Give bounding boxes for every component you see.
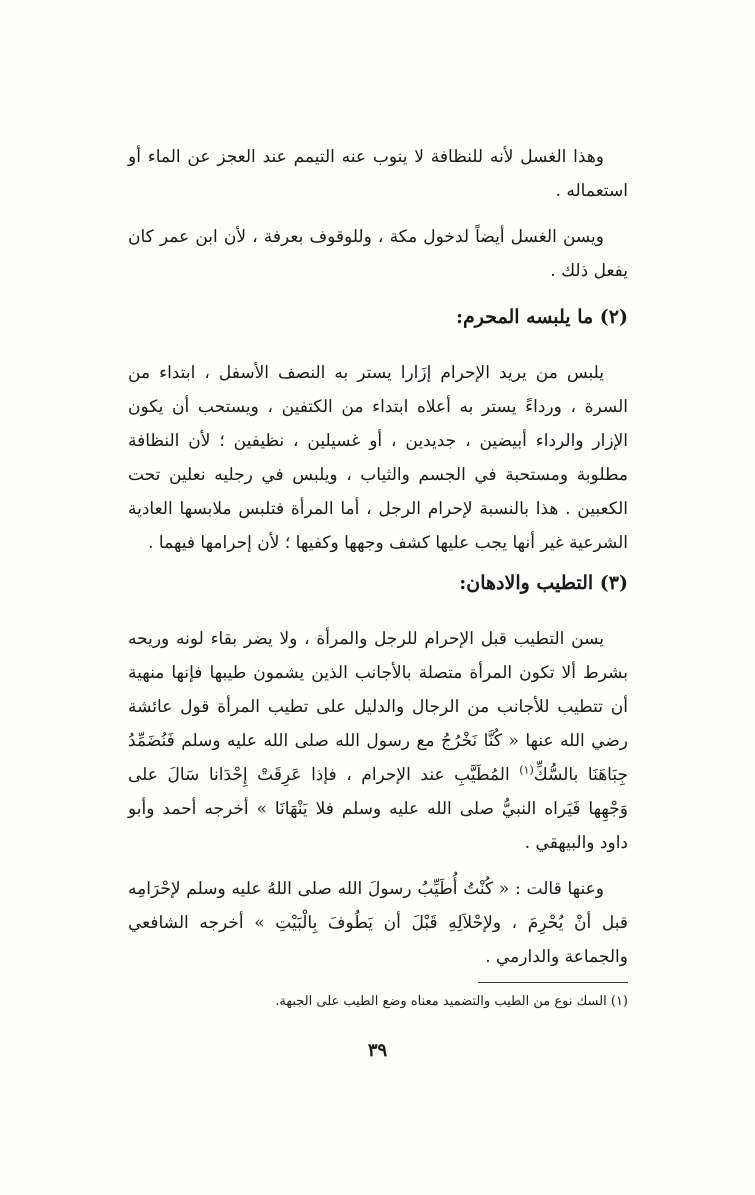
paragraph-perfume-text-b: المُطَيَّبِ عند الإحرام ، فإذا عَرِقَتْ إِحْدَانا سَالَ على وَجْهِها فَيَراه النبيُّ صلى الله عليه وسلم فلا يَنْهَانَا » أخرجه أحمد وأبو داود والبيهقي .: [128, 765, 628, 853]
footnote-text: (١) السك نوع من الطيب والتضميد معناه وضع الطيب على الجبهة.: [275, 994, 628, 1009]
paragraph-ghusl-cleanliness: وهذا الغسل لأنه للنظافة لا ينوب عنه التيمم عند العجز عن الماء أو استعماله .: [128, 147, 628, 201]
page-number: ٣٩: [367, 1040, 388, 1061]
paragraph-ghusl-makkah: ويسن الغسل أيضاً لدخول مكة ، وللوقوف بعرفة ، لأن ابن عمر كان يفعل ذلك .: [128, 227, 628, 281]
paragraph-aisha-hadith: وعنها قالت : « كُنْتُ أُطَيِّبُ رسولَ الله صلى اللهُ عليه وسلم لإحْرَامِه قبل أنْ يُحْرِمَ ، ولإحْلاَلِهِ قَبْلَ أن يَطُوفَ بِالْبَيْتِ » أخرجه الشافعي والجماعة والدارمي .: [128, 879, 628, 967]
heading-muhrim-clothing: (٢) ما يلبسه المحرم:: [455, 306, 628, 328]
paragraph-perfume-rule: [128, 622, 628, 860]
heading-perfume: (٣) التطيب والادهان:: [459, 572, 628, 594]
footnote-divider: [478, 982, 628, 983]
paragraph-ihram-clothing: يلبس من يريد الإحرام إزَارا يستر به النصف الأسفل ، ابتداء من السرة ، ورداءً يستر به أعلاه ابتداء من الكتفين ، ويستحب أن يكون الإزار والرداء أبيضين ، جديدين ، أو غسيلين ، نظيفين ؛ لأن النظافة مطلوبة ومستحبة في الجسم والثياب ، ويلبس في رجليه نعلين تحت الكعبين . هذا بالنسبة لإحرام الرجل ، أما المرأة فتلبس ملابسها العادية الشرعية غير أنها يجب عليها كشف وجهها وكفيها ؛ لأن إحرامها فيهما .: [128, 363, 628, 553]
paragraph-perfume-text-a: يسن التطيب قبل الإحرام للرجل والمرأة ، ولا يضر بقاء لونه وريحه بشرط ألا تكون المرأة متصلة بالأجانب الذين يشمون طيبها فإنها منهية أن تتطيب للأجانب من الرجال والدليل على تطيب المرأة قول عائشة رضي الله عنها « كُنَّا نَخْرُجُ مع رسول الله صلى الله عليه وسلم فَنُضَمِّدُ جِبَاهَنَا بالسُّكِّ: [128, 629, 628, 785]
footnote-reference: (١): [519, 763, 534, 777]
page-body: [128, 140, 628, 1013]
